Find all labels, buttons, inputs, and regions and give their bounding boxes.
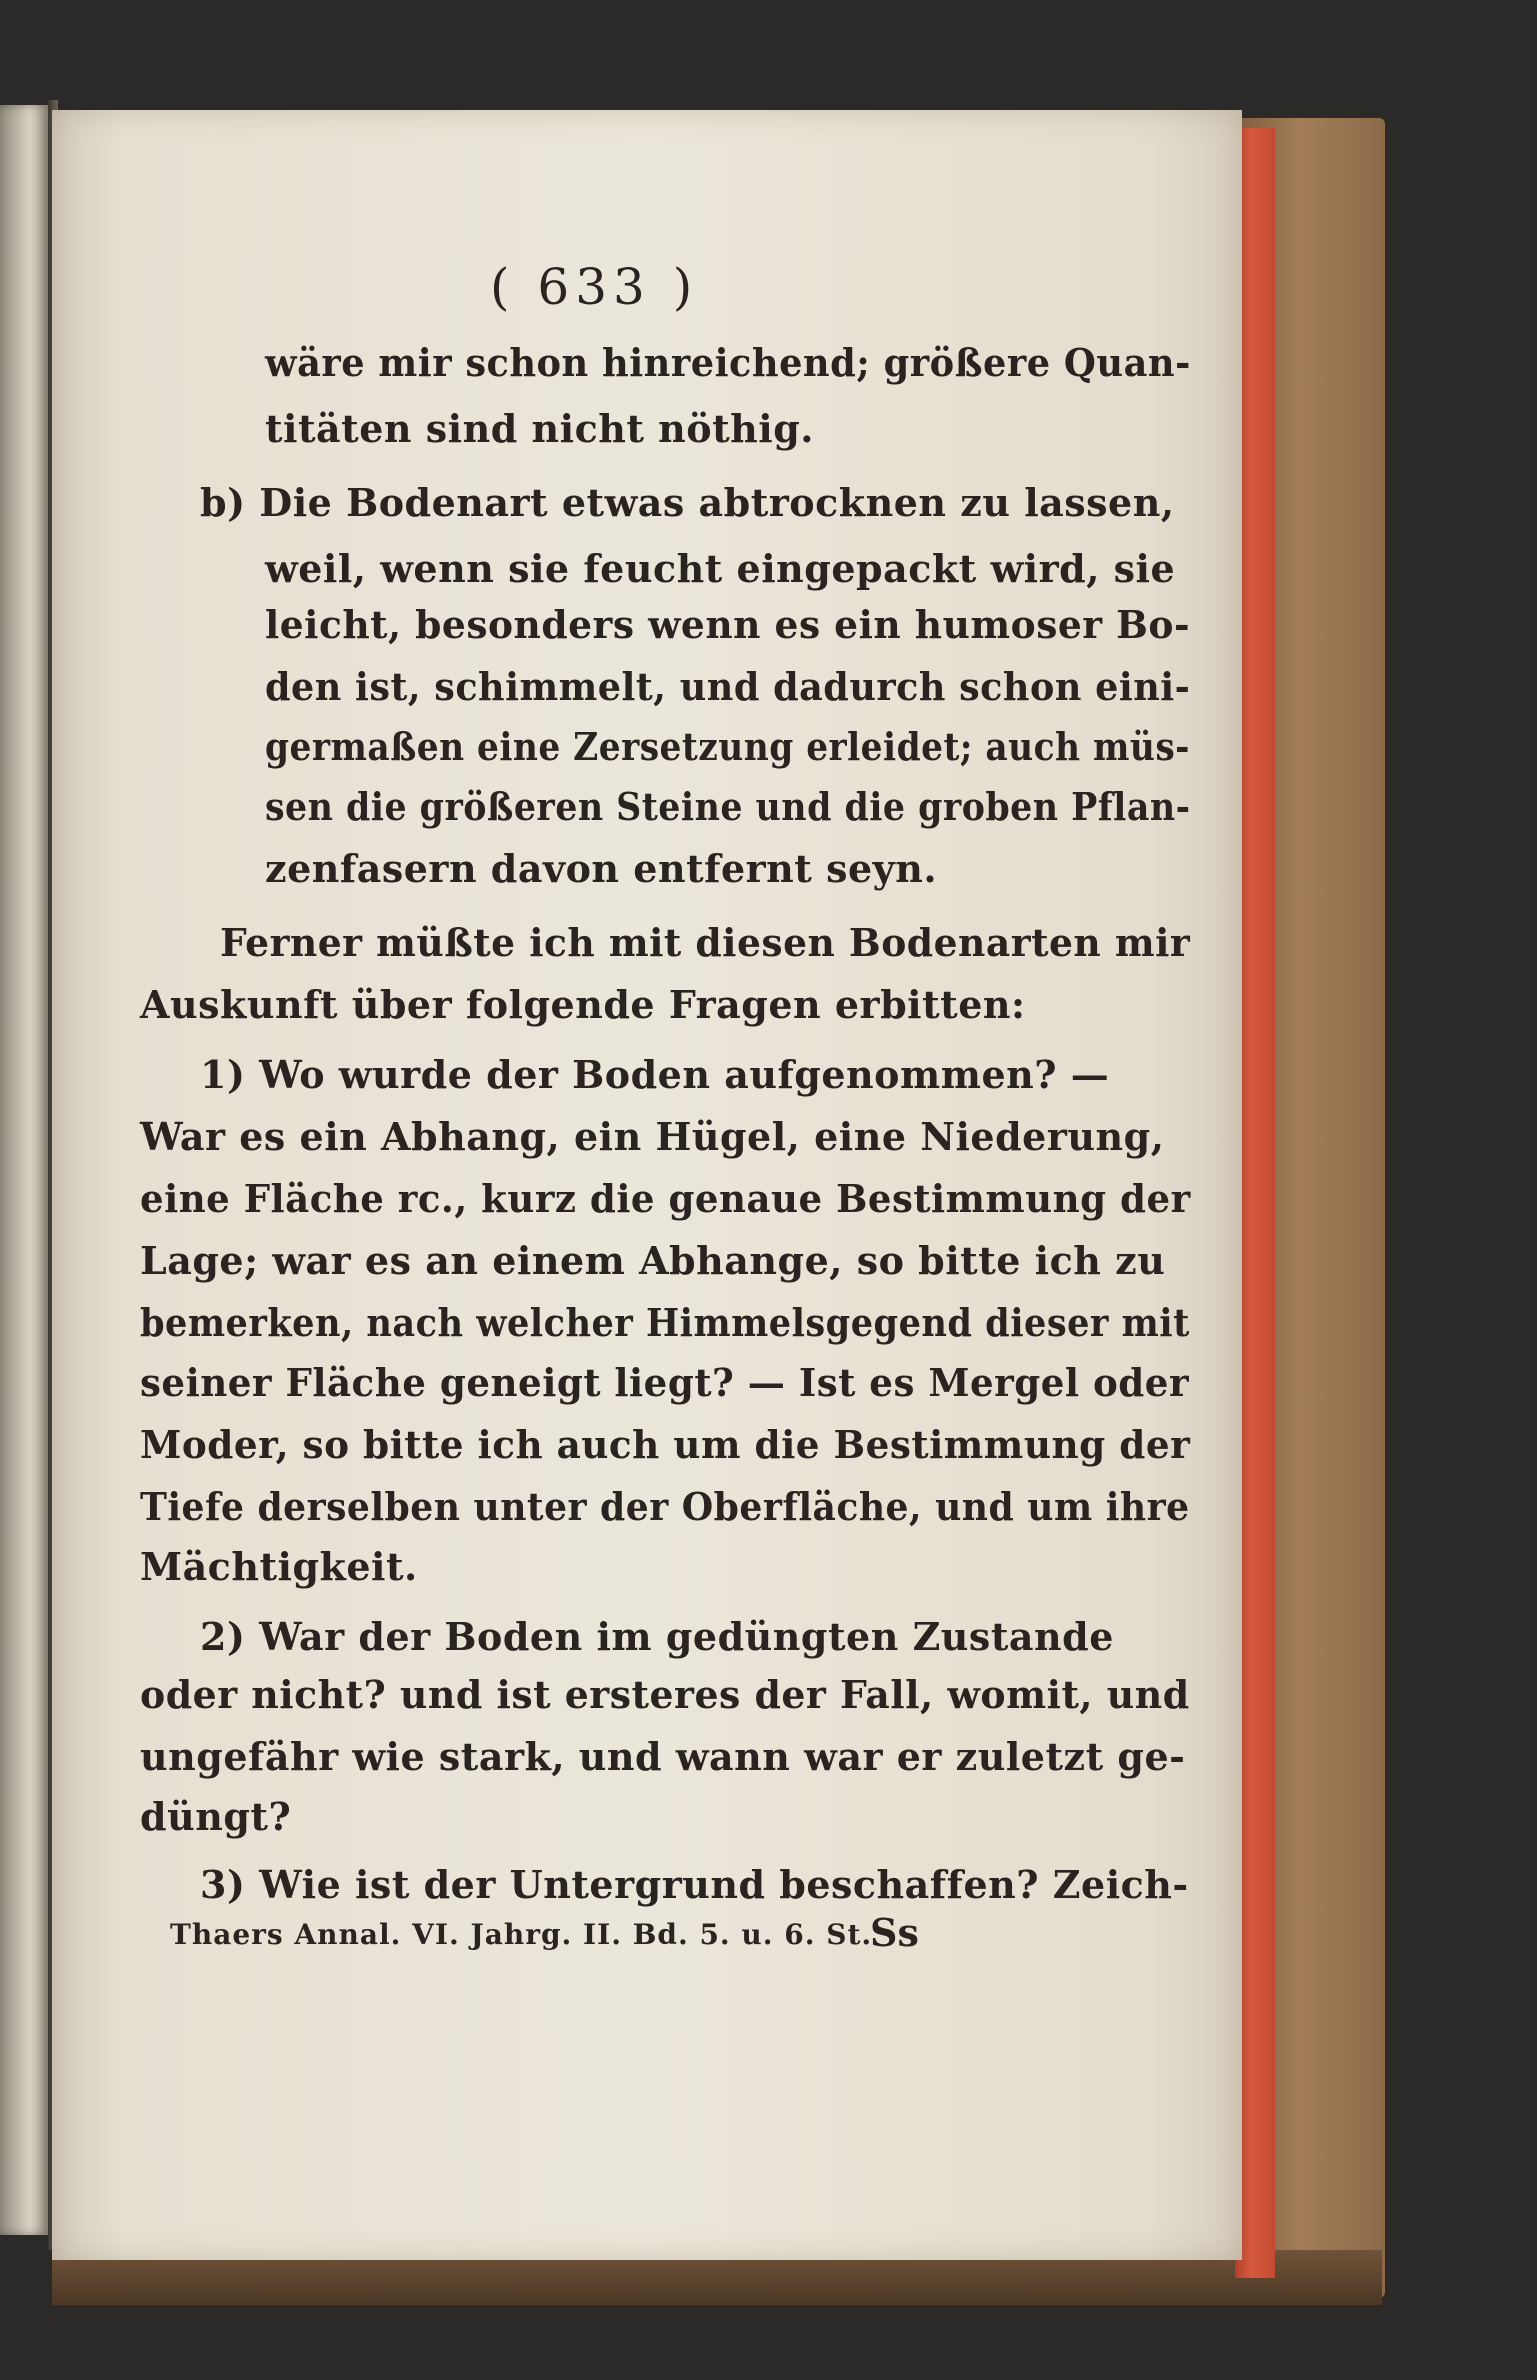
text-line: 1) Wo wurde der Boden aufgenommen? — [200, 1052, 1110, 1097]
page-number: ( 633 ) [490, 258, 699, 316]
text-line: eine Fläche rc., kurz die genaue Bestimmung der [140, 1176, 1191, 1221]
text-line: 2) War der Boden im gedüngten Zustande [200, 1614, 1114, 1659]
text-line: ungefähr wie stark, und wann war er zuletzt ge- [140, 1734, 1186, 1779]
text-line: germaßen eine Zersetzung erleidet; auch müs- [265, 724, 1190, 769]
text-line: oder nicht? und ist ersteres der Fall, womit, und [140, 1672, 1190, 1717]
text-line: wäre mir schon hinreichend; größere Quan- [265, 340, 1191, 385]
text-line: Mächtigkeit. [140, 1544, 418, 1589]
text-line: zenfasern davon entfernt seyn. [265, 846, 938, 891]
text-line: b) Die Bodenart etwas abtrocknen zu lassen, [200, 480, 1175, 525]
text-line: weil, wenn sie feucht eingepackt wird, sie [265, 546, 1176, 591]
text-line: Auskunft über folgende Fragen erbitten: [140, 982, 1026, 1027]
text-line: Tiefe derselben unter der Oberfläche, und um ihre [140, 1484, 1190, 1529]
text-line: Moder, so bitte ich auch um die Bestimmung der [140, 1422, 1191, 1467]
text-line: Ferner müßte ich mit diesen Bodenarten mir [220, 920, 1191, 965]
text-line: leicht, besonders wenn es ein humoser Bo- [265, 602, 1191, 647]
text-line: 3) Wie ist der Untergrund beschaffen? Zeich- [200, 1862, 1189, 1907]
text-line: titäten sind nicht nöthig. [265, 406, 815, 451]
text-line: War es ein Abhang, ein Hügel, eine Niederung, [140, 1114, 1165, 1159]
text-line: Lage; war es an einem Abhange, so bitte ich zu [140, 1238, 1166, 1283]
text-line: bemerken, nach welcher Himmelsgegend dieser mit [140, 1300, 1190, 1345]
text-line: seiner Fläche geneigt liegt? — Ist es Mergel oder [140, 1360, 1190, 1405]
text-line: sen die größeren Steine und die groben Pflan- [265, 784, 1191, 829]
facing-page-edge [0, 105, 48, 2235]
footer-citation: Thaers Annal. VI. Jahrg. II. Bd. 5. u. 6. St. [170, 1918, 873, 1951]
text-line: den ist, schimmelt, und dadurch schon eini- [265, 664, 1191, 709]
text-line: düngt? [140, 1794, 292, 1839]
signature-mark: Ss [870, 1910, 919, 1955]
